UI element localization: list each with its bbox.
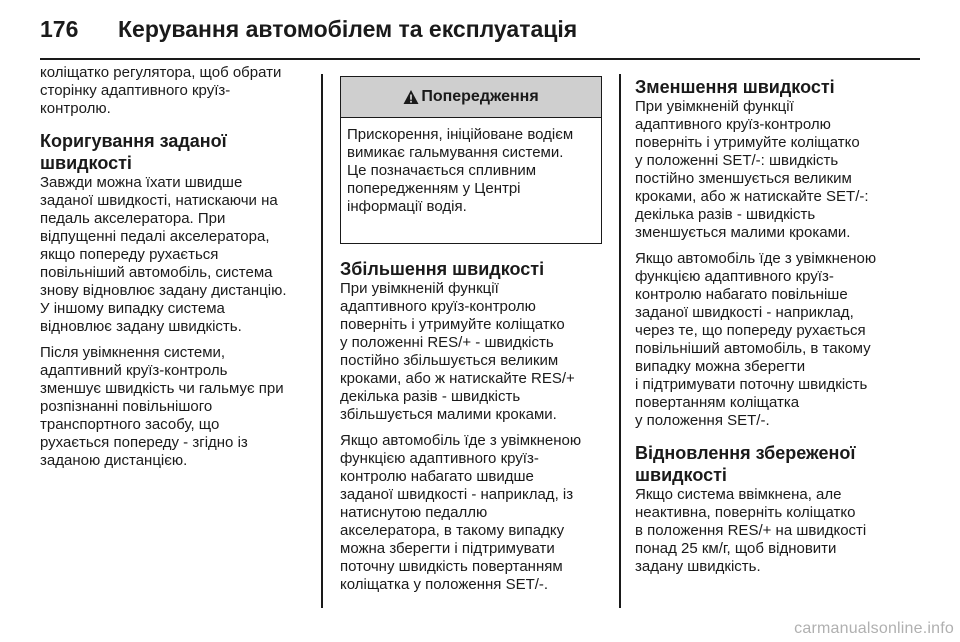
heading-decrease-speed: Зменшення швидкості	[635, 77, 835, 97]
page-number: 176	[40, 15, 79, 42]
column-middle	[340, 246, 602, 602]
heading-restore-speed: Відновлення збереженої швидкості	[635, 443, 856, 485]
heading-adjust-speed: Коригування заданої швидкості	[40, 131, 227, 173]
paragraph-after-enable: Після увімкнення системи, адаптивний круїз-контроль зменшує швидкість чи гальмує при розпізнанні повільнішого транспортного засобу, що рухається попереду - згідно із заданою дистанцією.	[40, 344, 284, 469]
paragraph-decrease: При увімкненій функції адаптивного круїз-контролю поверніть і утримуйте коліщатко у положенні SET/-: швидкість постійно зменшується великим кроками, або ж натискайте SET/-: декілька разів - швидкість зменшується малими кроками.	[635, 98, 869, 241]
warning-title: Попередження	[421, 88, 539, 105]
column-divider-right	[619, 74, 621, 608]
paragraph-accelerate: Завжди можна їхати швидше заданої швидкості, натискаючи на педаль акселератора. При відпущенні педалі акселератора, якщо попереду рухається повільніший автомобіль, система знову відновлює задану дистанцію. У іншому випадку система відновлює задану швидкість.	[40, 174, 287, 335]
paragraph-increase: При увімкненій функції адаптивного круїз-контролю поверніть і утримуйте коліщатко у положенні RES/+ - швидкість постійно збільшується великим кроками, або ж натискайте RES/+ декілька разів - швидкість збільшується малими кроками.	[340, 280, 575, 423]
paragraph-intro: коліщатко регулятора, щоб обрати сторінку адаптивного круїз- контролю.	[40, 64, 282, 117]
page-title: Керування автомобілем та експлуатація	[118, 15, 578, 42]
warning-text: Прискорення, ініційоване водієм вимикає гальмування системи. Це позначається спливним попередженням у Центрі інформації водія.	[347, 126, 574, 215]
page-header	[40, 12, 577, 46]
warning-triangle-icon	[403, 89, 419, 105]
column-left	[40, 64, 312, 478]
warning-header	[341, 77, 601, 118]
watermark: carmanualsonline.info	[794, 620, 954, 637]
column-divider-left	[321, 74, 323, 608]
heading-increase-speed: Збільшення швидкості	[340, 259, 545, 279]
warning-box	[340, 76, 602, 244]
paragraph-restore: Якщо система ввімкнена, але неактивна, поверніть коліщатко в положення RES/+ на швидкості понад 25 км/г, щоб відновити задану швидкість.	[635, 486, 867, 575]
column-right	[635, 72, 925, 584]
paragraph-slower: Якщо автомобіль їде з увімкненою функцією адаптивного круїз- контролю набагато повільніше заданої швидкості - наприклад, через те, що попереду рухається повільніший автомобіль, в такому випадку можна зберегти і підтримувати поточну швидкість повертанням коліщатка у положення SET/-.	[635, 250, 877, 429]
header-rule	[40, 58, 920, 60]
paragraph-faster: Якщо автомобіль їде з увімкненою функцією адаптивного круїз- контролю набагато швидше заданої швидкості - наприклад, із натиснутою педаллю акселератора, в такому випадку можна зберегти і підтримувати поточну швидкість повертанням коліщатка у положення SET/-.	[340, 432, 582, 593]
